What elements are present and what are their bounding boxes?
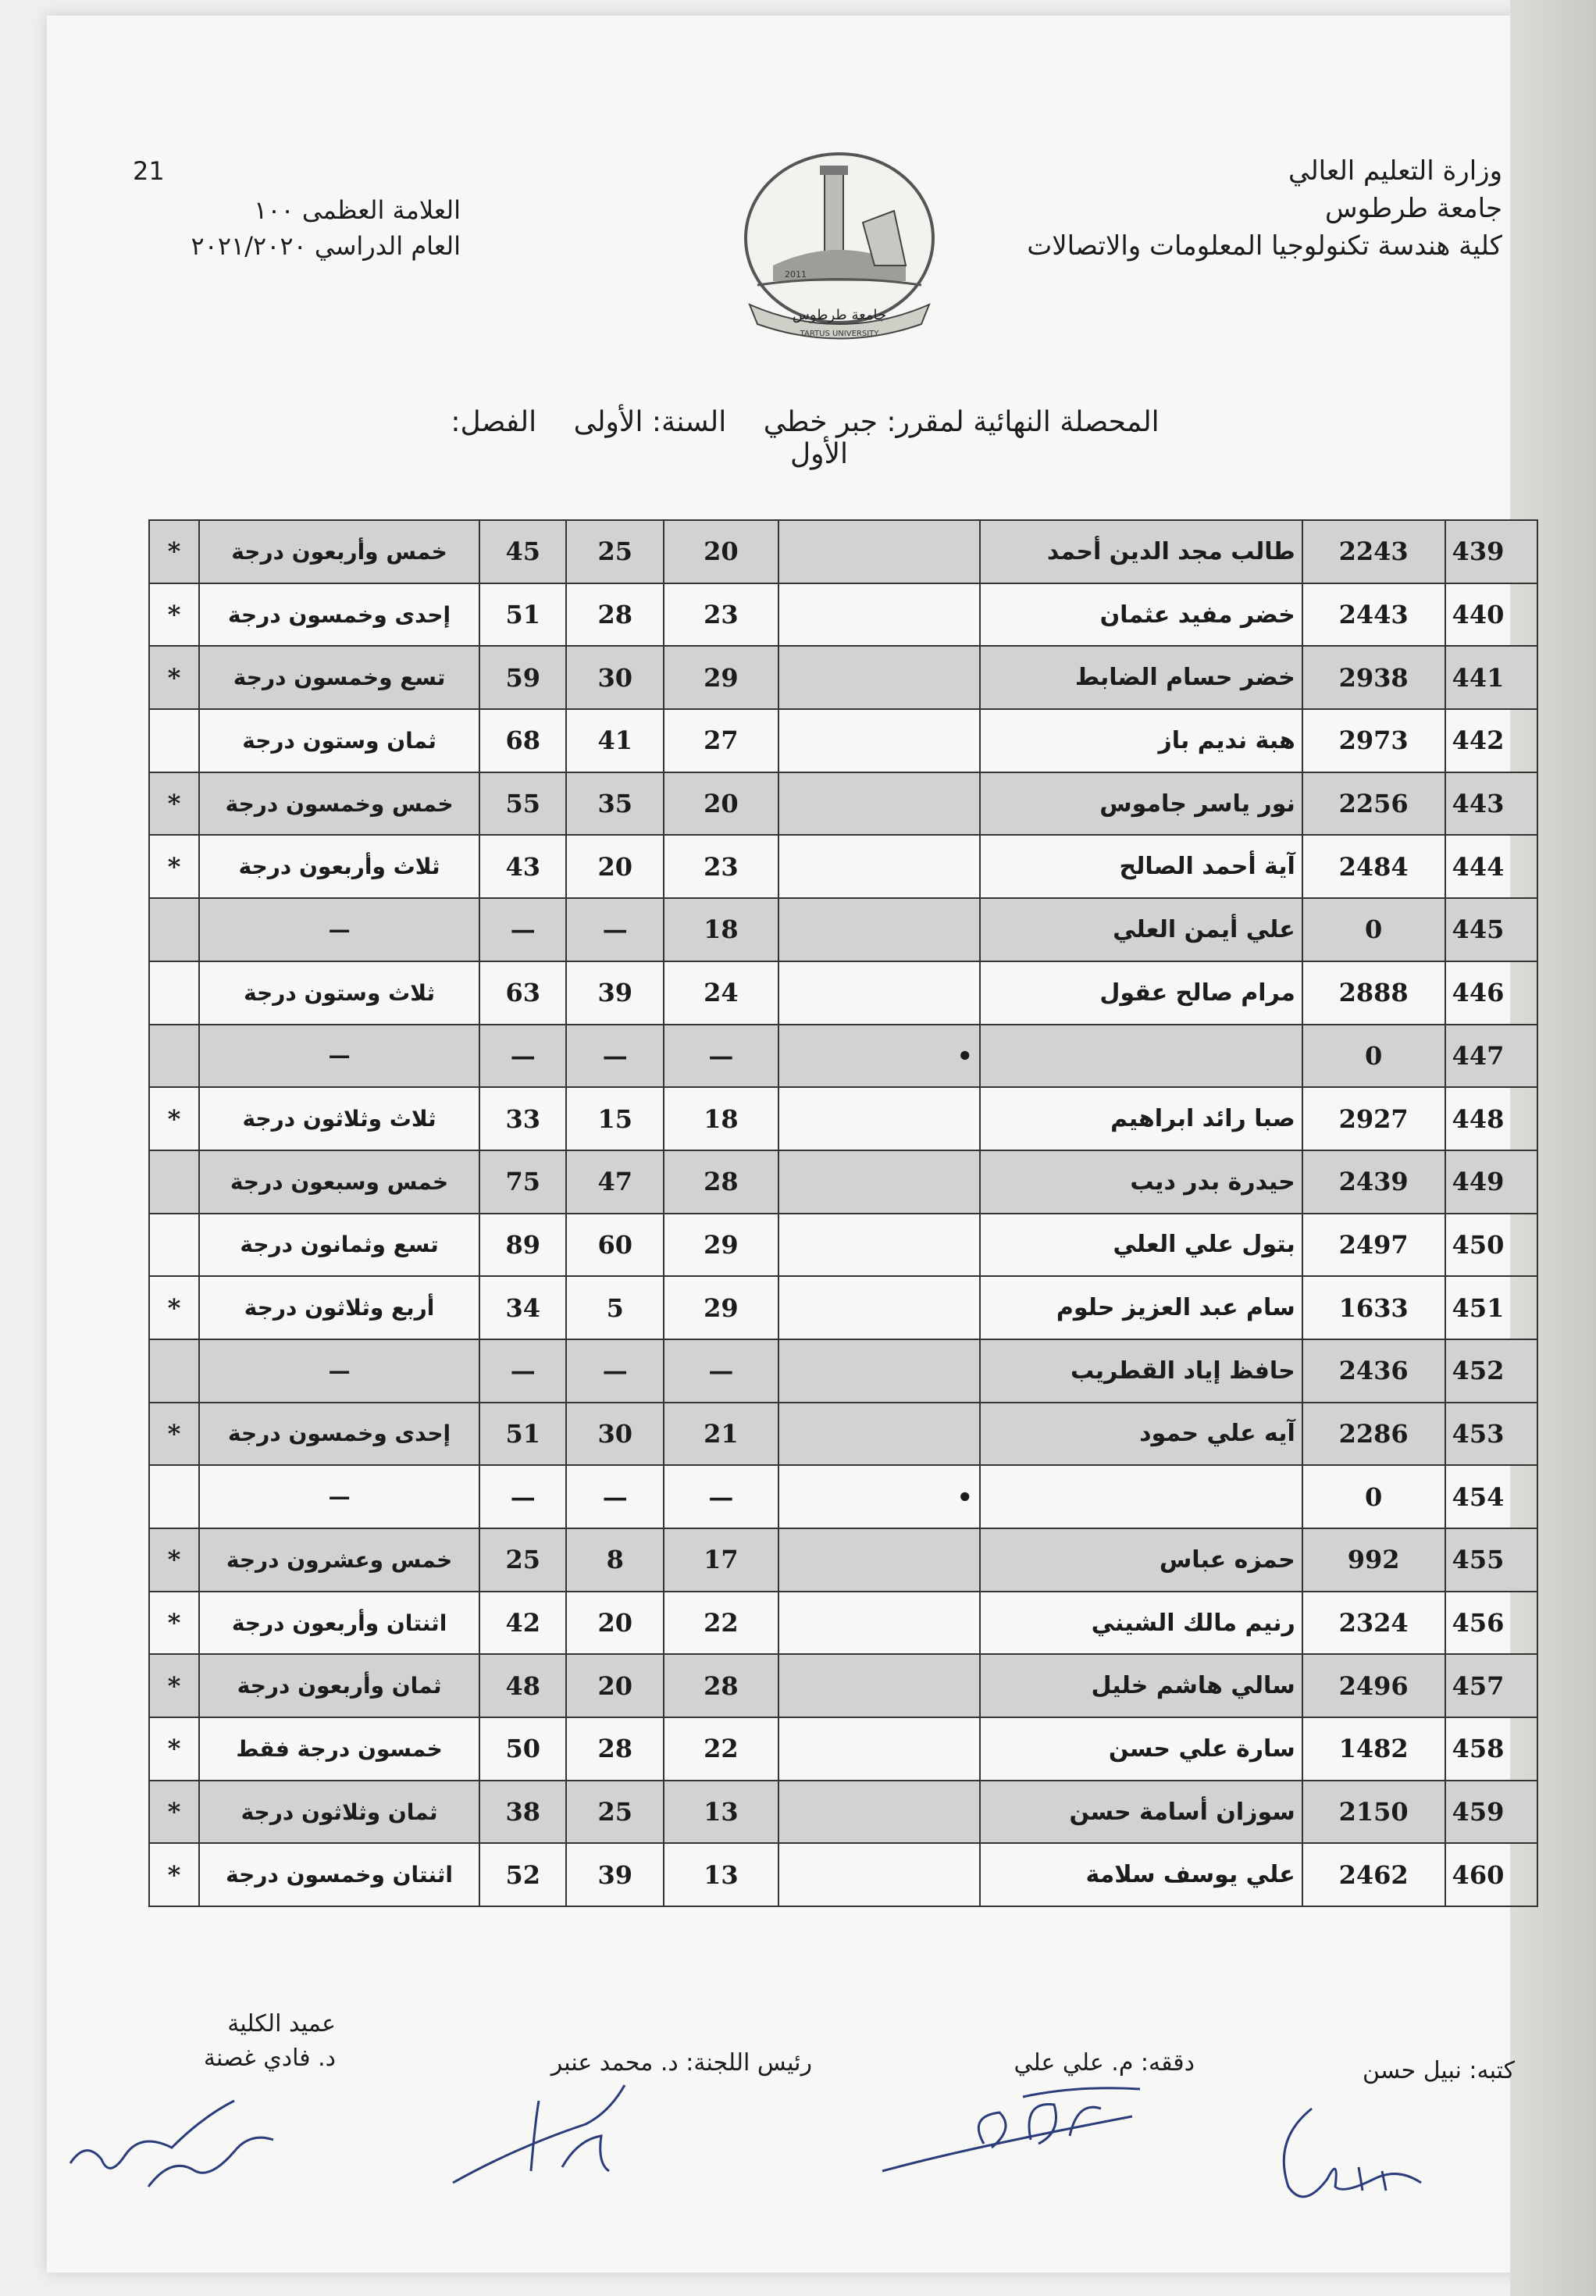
notes-cell: [778, 646, 980, 709]
row-number: 460: [1445, 1843, 1537, 1906]
status-mark: *: [149, 772, 199, 836]
writer-signature-label: كتبه: نبيل حسن: [1363, 2057, 1515, 2084]
student-name: علي أيمن العلي: [980, 898, 1302, 961]
table-row: [149, 583, 1537, 647]
exam-mark: 30: [566, 646, 664, 709]
total-in-words: ثمان وثلاثون درجة: [199, 1781, 479, 1844]
checker-handwritten-signature: [875, 2070, 1171, 2179]
page-number: 21: [133, 156, 165, 186]
student-name: بتول علي العلي: [980, 1214, 1302, 1277]
table-row: [149, 709, 1537, 772]
student-name: سارة علي حسن: [980, 1717, 1302, 1781]
table-row: [149, 1025, 1537, 1088]
total-mark: 51: [479, 1403, 566, 1466]
total-mark: 59: [479, 646, 566, 709]
status-mark: *: [149, 1276, 199, 1339]
exam-mark: 15: [566, 1087, 664, 1150]
exam-mark: —: [566, 898, 664, 961]
total-mark: 68: [479, 709, 566, 772]
status-mark: *: [149, 835, 199, 898]
status-mark: *: [149, 1717, 199, 1781]
student-id: 2497: [1302, 1214, 1445, 1277]
total-mark: 63: [479, 961, 566, 1025]
table-row: [149, 1339, 1537, 1403]
total-mark: 38: [479, 1781, 566, 1844]
total-mark: —: [479, 1339, 566, 1403]
total-mark: —: [479, 898, 566, 961]
student-name: حيدرة بدر ديب: [980, 1150, 1302, 1214]
student-id: 2938: [1302, 646, 1445, 709]
notes-cell: •: [778, 1465, 980, 1528]
total-in-words: ثمان وأربعون درجة: [199, 1654, 479, 1717]
total-mark: —: [479, 1465, 566, 1528]
committee-head-handwritten-signature: [445, 2077, 640, 2194]
row-number: 455: [1445, 1528, 1537, 1592]
exam-info-header: [133, 192, 461, 264]
student-name: آيه علي حمود: [980, 1403, 1302, 1466]
course-name: المحصلة النهائية لمقرر: جبر خطي: [763, 406, 1160, 438]
exam-mark: 41: [566, 709, 664, 772]
total-mark: 48: [479, 1654, 566, 1717]
total-mark: 43: [479, 835, 566, 898]
notes-cell: [778, 1528, 980, 1592]
student-id: 1482: [1302, 1717, 1445, 1781]
student-id: 2443: [1302, 583, 1445, 647]
writer-handwritten-signature: [1265, 2093, 1452, 2210]
total-mark: 55: [479, 772, 566, 836]
coursework-mark: 23: [664, 583, 778, 647]
row-number: 451: [1445, 1276, 1537, 1339]
total-mark: 89: [479, 1214, 566, 1277]
row-number: 444: [1445, 835, 1537, 898]
course-year: السنة: الأولى: [573, 406, 727, 438]
row-number: 453: [1445, 1403, 1537, 1466]
total-in-words: خمس وخمسون درجة: [199, 772, 479, 836]
table-row: [149, 646, 1537, 709]
table-row: [149, 835, 1537, 898]
student-name: حافظ إياد القطريب: [980, 1339, 1302, 1403]
status-mark: *: [149, 1403, 199, 1466]
table-row: [149, 1843, 1537, 1906]
student-name: خضر حسام الضابط: [980, 646, 1302, 709]
row-number: 442: [1445, 709, 1537, 772]
total-mark: 51: [479, 583, 566, 647]
status-mark: [149, 1339, 199, 1403]
student-name: سوزان أسامة حسن: [980, 1781, 1302, 1844]
notes-cell: [778, 1339, 980, 1403]
total-in-words: خمس وأربعون درجة: [199, 520, 479, 583]
total-in-words: تسع وثمانون درجة: [199, 1214, 479, 1277]
student-id: 992: [1302, 1528, 1445, 1592]
academic-year: العام الدراسي ٢٠٢١/٢٠٢٠: [191, 231, 461, 261]
exam-mark: 28: [566, 583, 664, 647]
student-id: 2243: [1302, 520, 1445, 583]
table-row: [149, 1717, 1537, 1781]
row-number: 457: [1445, 1654, 1537, 1717]
table-row: [149, 1654, 1537, 1717]
total-in-words: —: [199, 1339, 479, 1403]
row-number: 456: [1445, 1592, 1537, 1655]
exam-mark: 28: [566, 1717, 664, 1781]
table-row: [149, 1592, 1537, 1655]
notes-cell: [778, 898, 980, 961]
row-number: 440: [1445, 583, 1537, 647]
coursework-mark: 28: [664, 1150, 778, 1214]
status-mark: [149, 709, 199, 772]
student-id: 1633: [1302, 1276, 1445, 1339]
status-mark: [149, 1465, 199, 1528]
max-mark: العلامة العظمى ١٠٠: [254, 195, 461, 225]
student-name: نور ياسر جاموس: [980, 772, 1302, 836]
row-number: 458: [1445, 1717, 1537, 1781]
university-logo: [726, 148, 953, 351]
status-mark: [149, 898, 199, 961]
status-mark: [149, 1025, 199, 1088]
coursework-mark: 24: [664, 961, 778, 1025]
logo-subtext: TARTUS UNIVERSITY: [800, 330, 879, 338]
table-row: [149, 898, 1537, 961]
exam-mark: 35: [566, 772, 664, 836]
student-id: 2436: [1302, 1339, 1445, 1403]
status-mark: *: [149, 1843, 199, 1906]
total-in-words: ثلاث وستون درجة: [199, 961, 479, 1025]
dean-name: د. فادي غصنة: [203, 2045, 336, 2072]
total-in-words: إحدى وخمسون درجة: [199, 1403, 479, 1466]
status-mark: *: [149, 1781, 199, 1844]
row-number: 448: [1445, 1087, 1537, 1150]
exam-mark: —: [566, 1339, 664, 1403]
coursework-mark: 17: [664, 1528, 778, 1592]
student-id: 0: [1302, 898, 1445, 961]
coursework-mark: 21: [664, 1403, 778, 1466]
total-in-words: خمسون درجة فقط: [199, 1717, 479, 1781]
dean-signature-label: [94, 2007, 336, 2076]
status-mark: [149, 961, 199, 1025]
student-name: هبة نديم باز: [980, 709, 1302, 772]
table-row: [149, 1781, 1537, 1844]
dean-title: عميد الكلية: [227, 2010, 336, 2038]
total-in-words: اثنتان وخمسون درجة: [199, 1843, 479, 1906]
notes-cell: [778, 1403, 980, 1466]
checker-signature-label: دققه: م. علي علي: [1014, 2049, 1195, 2077]
total-in-words: —: [199, 1465, 479, 1528]
coursework-mark: 20: [664, 772, 778, 836]
notes-cell: [778, 520, 980, 583]
total-mark: 75: [479, 1150, 566, 1214]
coursework-mark: 29: [664, 1276, 778, 1339]
total-mark: 45: [479, 520, 566, 583]
status-mark: *: [149, 520, 199, 583]
table-row: [149, 1087, 1537, 1150]
table-row: [149, 1465, 1537, 1528]
student-name: صبا رائد ابراهيم: [980, 1087, 1302, 1150]
student-name: آية أحمد الصالح: [980, 835, 1302, 898]
coursework-mark: 29: [664, 646, 778, 709]
coursework-mark: 18: [664, 898, 778, 961]
notes-cell: •: [778, 1025, 980, 1088]
notes-cell: [778, 1592, 980, 1655]
status-mark: [149, 1214, 199, 1277]
table-row: [149, 1403, 1537, 1466]
exam-mark: —: [566, 1025, 664, 1088]
course-title-line: [422, 406, 1202, 470]
logo-text: جامعة طرطوس: [792, 307, 887, 323]
table-row: [149, 1528, 1537, 1592]
total-in-words: اثنتان وأربعون درجة: [199, 1592, 479, 1655]
status-mark: [149, 1150, 199, 1214]
table-row: [149, 1276, 1537, 1339]
student-name: سالي هاشم خليل: [980, 1654, 1302, 1717]
notes-cell: [778, 1276, 980, 1339]
status-mark: *: [149, 1087, 199, 1150]
course-semester: الفصل: الأول: [451, 406, 849, 470]
total-in-words: أربع وثلاثون درجة: [199, 1276, 479, 1339]
notes-cell: [778, 1214, 980, 1277]
exam-mark: 20: [566, 835, 664, 898]
status-mark: *: [149, 1528, 199, 1592]
notes-cell: [778, 1717, 980, 1781]
notes-cell: [778, 583, 980, 647]
total-in-words: —: [199, 1025, 479, 1088]
coursework-mark: 23: [664, 835, 778, 898]
student-id: 2150: [1302, 1781, 1445, 1844]
university-name: جامعة طرطوس: [1325, 193, 1502, 224]
exam-mark: —: [566, 1465, 664, 1528]
grades-table-body: [149, 520, 1537, 1906]
total-mark: 52: [479, 1843, 566, 1906]
notes-cell: [778, 772, 980, 836]
coursework-mark: 22: [664, 1592, 778, 1655]
table-row: [149, 1150, 1537, 1214]
student-id: 2973: [1302, 709, 1445, 772]
coursework-mark: 28: [664, 1654, 778, 1717]
total-mark: 25: [479, 1528, 566, 1592]
total-mark: 34: [479, 1276, 566, 1339]
total-in-words: تسع وخمسون درجة: [199, 646, 479, 709]
notes-cell: [778, 1087, 980, 1150]
row-number: 449: [1445, 1150, 1537, 1214]
institution-header: [940, 152, 1502, 265]
exam-mark: 5: [566, 1276, 664, 1339]
status-mark: *: [149, 583, 199, 647]
row-number: 454: [1445, 1465, 1537, 1528]
row-number: 443: [1445, 772, 1537, 836]
notes-cell: [778, 1781, 980, 1844]
status-mark: *: [149, 1592, 199, 1655]
exam-mark: 39: [566, 961, 664, 1025]
student-id: 2484: [1302, 835, 1445, 898]
total-in-words: ثلاث وأربعون درجة: [199, 835, 479, 898]
row-number: 450: [1445, 1214, 1537, 1277]
coursework-mark: 22: [664, 1717, 778, 1781]
student-id: 0: [1302, 1465, 1445, 1528]
faculty-name: كلية هندسة تكنولوجيا المعلومات والاتصالات: [1027, 230, 1502, 262]
notes-cell: [778, 1150, 980, 1214]
table-row: [149, 1214, 1537, 1277]
coursework-mark: 20: [664, 520, 778, 583]
student-name: طالب مجد الدين أحمد: [980, 520, 1302, 583]
student-name: علي يوسف سلامة: [980, 1843, 1302, 1906]
total-in-words: ثمان وستون درجة: [199, 709, 479, 772]
logo-year: 2011: [785, 269, 807, 280]
coursework-mark: —: [664, 1465, 778, 1528]
coursework-mark: 29: [664, 1214, 778, 1277]
exam-mark: 25: [566, 1781, 664, 1844]
total-mark: —: [479, 1025, 566, 1088]
total-in-words: ثلاث وثلاثون درجة: [199, 1087, 479, 1150]
total-in-words: خمس وعشرون درجة: [199, 1528, 479, 1592]
exam-mark: 30: [566, 1403, 664, 1466]
row-number: 439: [1445, 520, 1537, 583]
student-name: مرام صالح عقول: [980, 961, 1302, 1025]
row-number: 441: [1445, 646, 1537, 709]
total-in-words: —: [199, 898, 479, 961]
student-id: 2286: [1302, 1403, 1445, 1466]
student-name: رنيم مالك الشيني: [980, 1592, 1302, 1655]
total-in-words: خمس وسبعون درجة: [199, 1150, 479, 1214]
exam-mark: 47: [566, 1150, 664, 1214]
table-row: [149, 772, 1537, 836]
student-id: 2888: [1302, 961, 1445, 1025]
exam-mark: 39: [566, 1843, 664, 1906]
coursework-mark: 27: [664, 709, 778, 772]
student-id: 2439: [1302, 1150, 1445, 1214]
exam-mark: 25: [566, 520, 664, 583]
student-id: 2256: [1302, 772, 1445, 836]
coursework-mark: 13: [664, 1843, 778, 1906]
total-mark: 33: [479, 1087, 566, 1150]
row-number: 447: [1445, 1025, 1537, 1088]
row-number: 459: [1445, 1781, 1537, 1844]
row-number: 452: [1445, 1339, 1537, 1403]
student-name: سام عبد العزيز حلوم: [980, 1276, 1302, 1339]
row-number: 446: [1445, 961, 1537, 1025]
student-id: 0: [1302, 1025, 1445, 1088]
notes-cell: [778, 1843, 980, 1906]
coursework-mark: —: [664, 1339, 778, 1403]
status-mark: *: [149, 1654, 199, 1717]
exam-mark: 8: [566, 1528, 664, 1592]
coursework-mark: 18: [664, 1087, 778, 1150]
row-number: 445: [1445, 898, 1537, 961]
notes-cell: [778, 1654, 980, 1717]
table-row: [149, 961, 1537, 1025]
student-name: حمزه عباس: [980, 1528, 1302, 1592]
notes-cell: [778, 961, 980, 1025]
coursework-mark: 13: [664, 1781, 778, 1844]
status-mark: *: [149, 646, 199, 709]
exam-mark: 60: [566, 1214, 664, 1277]
notes-cell: [778, 835, 980, 898]
student-name: خضر مفيد عثمان: [980, 583, 1302, 647]
dean-handwritten-signature: [55, 2085, 289, 2202]
exam-mark: 20: [566, 1592, 664, 1655]
total-in-words: إحدى وخمسون درجة: [199, 583, 479, 647]
committee-head-signature-label: رئيس اللجنة: د. محمد عنبر: [550, 2049, 812, 2077]
student-id: 2324: [1302, 1592, 1445, 1655]
notes-cell: [778, 709, 980, 772]
table-row: [149, 520, 1537, 583]
student-id: 2496: [1302, 1654, 1445, 1717]
student-id: 2927: [1302, 1087, 1445, 1150]
total-mark: 42: [479, 1592, 566, 1655]
student-name: [980, 1465, 1302, 1528]
coursework-mark: —: [664, 1025, 778, 1088]
student-name: [980, 1025, 1302, 1088]
total-mark: 50: [479, 1717, 566, 1781]
student-id: 2462: [1302, 1843, 1445, 1906]
ministry-name: وزارة التعليم العالي: [1288, 155, 1502, 187]
grades-table: [148, 519, 1538, 1907]
exam-mark: 20: [566, 1654, 664, 1717]
